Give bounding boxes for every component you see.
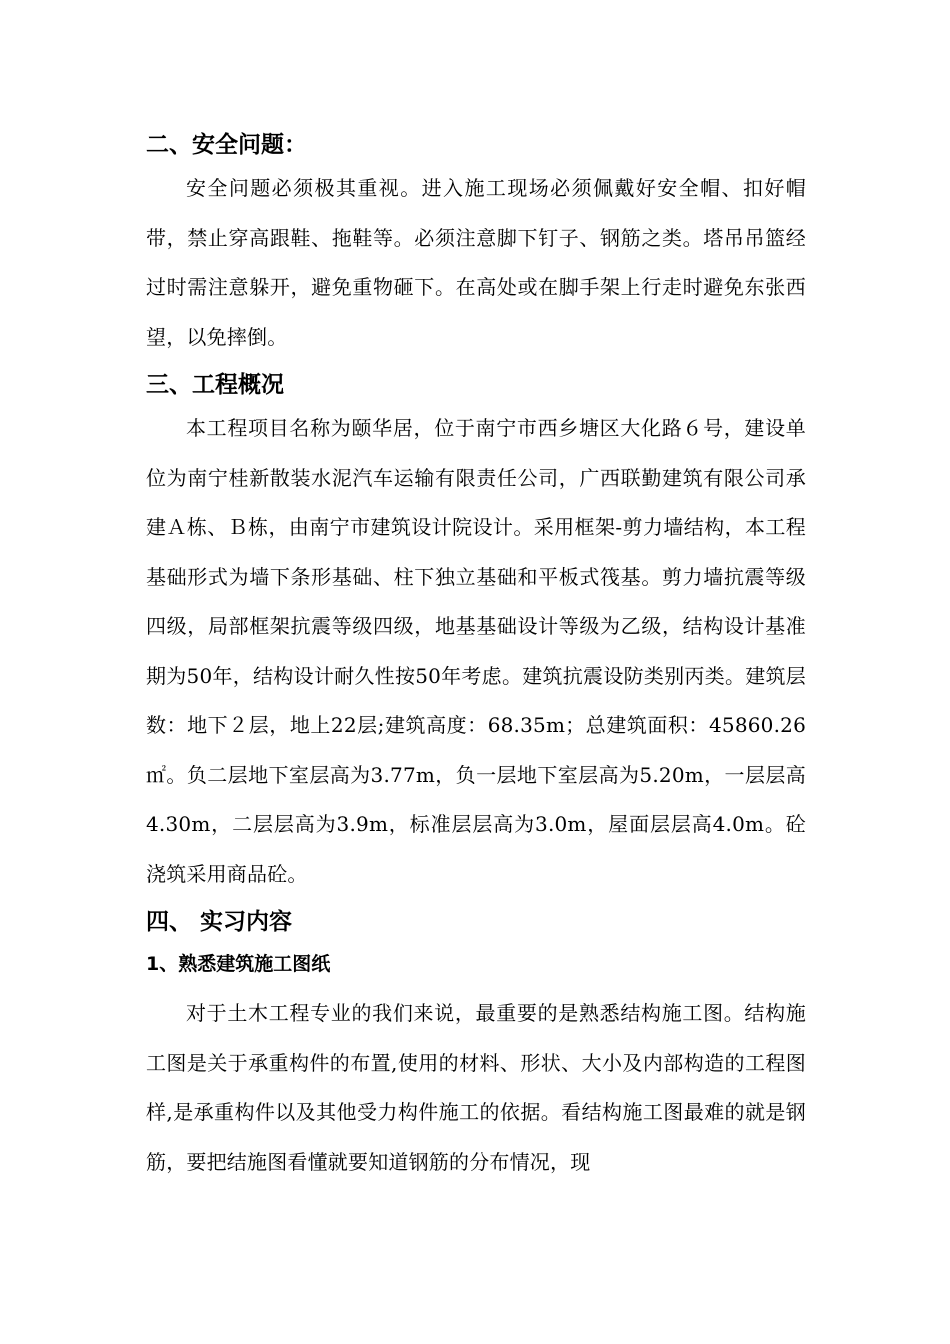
document-body <box>146 120 806 1187</box>
project-overview-paragraph: 本工程项目名称为颐华居，位于南宁市西乡塘区大化路６号，建设单位为南宁桂新散装水泥汽车运输有限责任公司，广西联勤建筑有限公司承建Ａ栋、Ｂ栋，由南宁市建筑设计院设计。采用框架-剪力墙结构，本工程基础形式为墙下条形基础、柱下独立基础和平板式筏基。剪力墙抗震等级四级，局部框架抗震等级四级，地基基础设计等级为乙级，结构设计基准期为50年，结构设计耐久性按50年考虑。建筑抗震设防类别丙类。建筑层数：地下２层，地上22层;建筑高度：68.35m；总建筑面积：45860.26㎡。负二层地下室层高为3.77m，负一层地下室层高为5.20m，一层层高4.30m，二层层高为3.9m，标准层层高为3.0m，屋面层层高4.0m。砼浇筑采用商品砼。 <box>146 416 806 886</box>
subsection-heading-drawings: 1、熟悉建筑施工图纸 <box>146 953 331 975</box>
section-heading-project-overview: 三、工程概况 <box>146 372 284 398</box>
drawings-paragraph: 对于土木工程专业的我们来说，最重要的是熟悉结构施工图。结构施工图是关于承重构件的布置,使用的材料、形状、大小及内部构造的工程图样,是承重构件以及其他受力构件施工的依据。看结构施工图最难的就是钢筋，要把结施图看懂就要知道钢筋的分布情况，现 <box>146 1001 806 1174</box>
section-heading-internship-content: 四、 实习内容 <box>146 909 293 935</box>
section-heading-safety: 二、安全问题： <box>146 132 307 158</box>
safety-paragraph: 安全问题必须极其重视。进入施工现场必须佩戴好安全帽、扣好帽带，禁止穿高跟鞋、拖鞋等。必须注意脚下钉子、钢筋之类。塔吊吊篮经过时需注意躲开，避免重物砸下。在高处或在脚手架上行走时避免东张西望，以免摔倒。 <box>146 176 806 349</box>
